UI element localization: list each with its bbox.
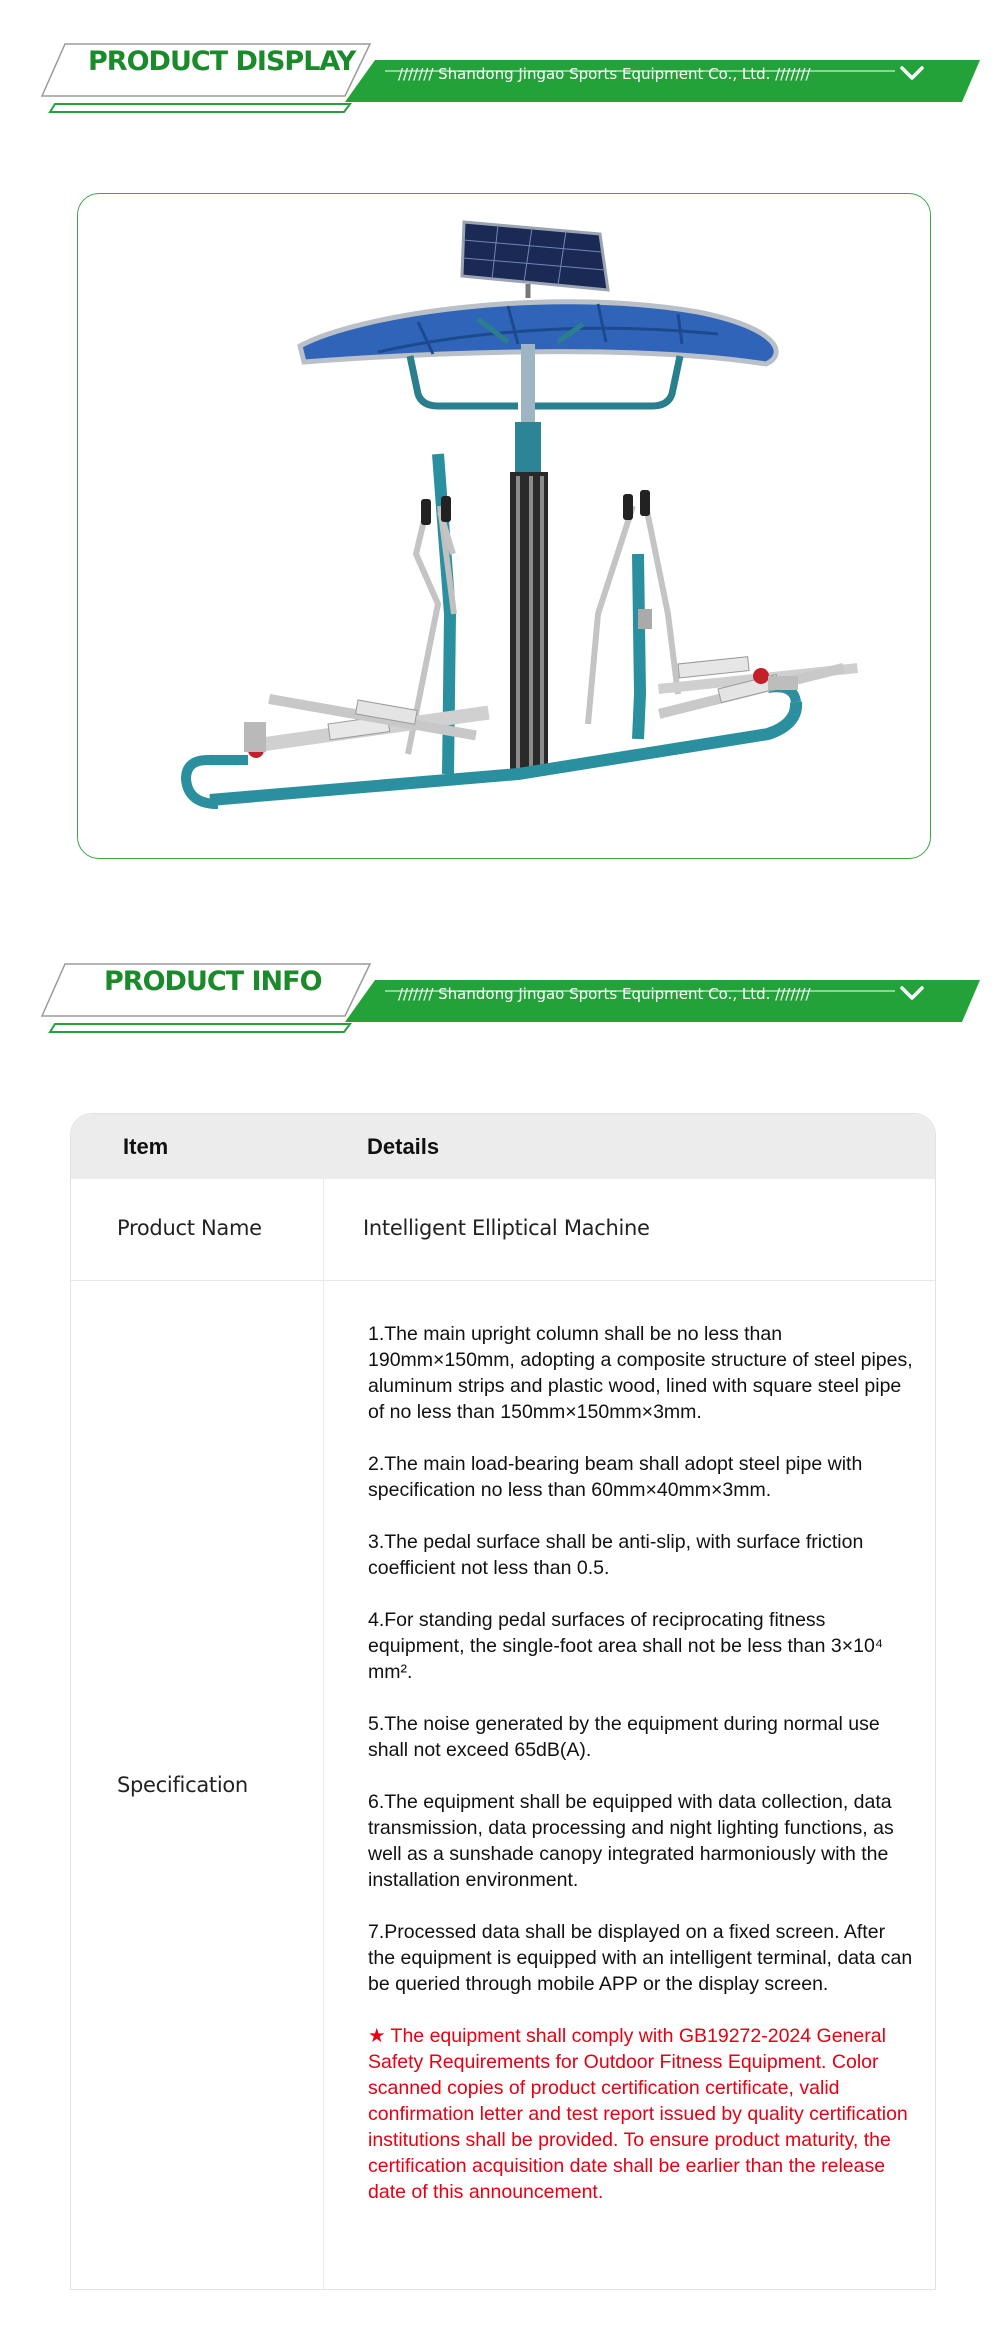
company-tagline: /////// Shandong Jingao Sports Equipment Co., Ltd. /////// bbox=[398, 985, 811, 1003]
section-title: PRODUCT DISPLAY bbox=[88, 46, 356, 77]
header-item: Item bbox=[123, 1134, 169, 1159]
right-elliptical-station bbox=[588, 490, 858, 739]
product-image bbox=[78, 194, 931, 859]
table-header bbox=[71, 1114, 936, 1179]
table-row bbox=[71, 1179, 936, 1281]
section-banner-info bbox=[0, 958, 1000, 1038]
spec-item: 2.The main load-bearing beam shall adopt steel pipe with specification no less than 60mm×40mm×3mm. bbox=[368, 1453, 863, 1501]
table-row bbox=[71, 1281, 936, 2290]
spec-item: 7.Processed data shall be displayed on a fixed screen. After the equipment is equipped with an intelligent terminal, data can be queried through mobile APP or the display screen. bbox=[368, 1921, 913, 1995]
canopy bbox=[300, 302, 776, 364]
section-title: PRODUCT INFO bbox=[104, 966, 322, 997]
spec-item: 3.The pedal surface shall be anti-slip, with surface friction coefficient not less than 0.5. bbox=[368, 1531, 864, 1579]
product-name-value: Intelligent Elliptical Machine bbox=[363, 1216, 650, 1240]
specification-label: Specification bbox=[117, 1773, 248, 1797]
product-info-table bbox=[70, 1113, 936, 2290]
chevron-down-icon[interactable] bbox=[898, 60, 926, 86]
solar-panel-icon bbox=[462, 222, 608, 298]
company-tagline: /////// Shandong Jingao Sports Equipment Co., Ltd. /////// bbox=[398, 65, 811, 83]
spec-item: 4.For standing pedal surfaces of reciprocating fitness equipment, the single-foot area shall not be less than 3×10⁴ mm². bbox=[368, 1609, 884, 1683]
left-elliptical-station bbox=[244, 454, 490, 774]
spec-item: 5.The noise generated by the equipment during normal use shall not exceed 65dB(A). bbox=[368, 1713, 880, 1761]
product-name-label: Product Name bbox=[117, 1216, 262, 1240]
section-banner-display bbox=[0, 38, 1000, 118]
spec-item: 6.The equipment shall be equipped with data collection, data transmission, data processing and night lighting functions, as well as a sunshade canopy integrated harmoniously with the installation environment. bbox=[368, 1791, 894, 1891]
compliance-note: ★ The equipment shall comply with GB19272-2024 General Safety Requirements for Outdoor Fitness Equipment. Color scanned copies of product certification certificate, valid confirmation letter and test report issued by quality certification institutions shall be provided. To ensure product maturity, the certification acquisition date shall be earlier than the release date of this announcement. bbox=[368, 2025, 908, 2203]
product-image-frame bbox=[77, 193, 931, 859]
spec-item: 1.The main upright column shall be no less than 190mm×150mm, adopting a composite structure of steel pipes, aluminum strips and plastic wood, lined with square steel pipe of no less than 150mm×150mm×3mm. bbox=[368, 1323, 913, 1423]
specification-list bbox=[368, 1321, 913, 2205]
chevron-down-icon[interactable] bbox=[898, 980, 926, 1006]
header-details: Details bbox=[367, 1134, 440, 1159]
